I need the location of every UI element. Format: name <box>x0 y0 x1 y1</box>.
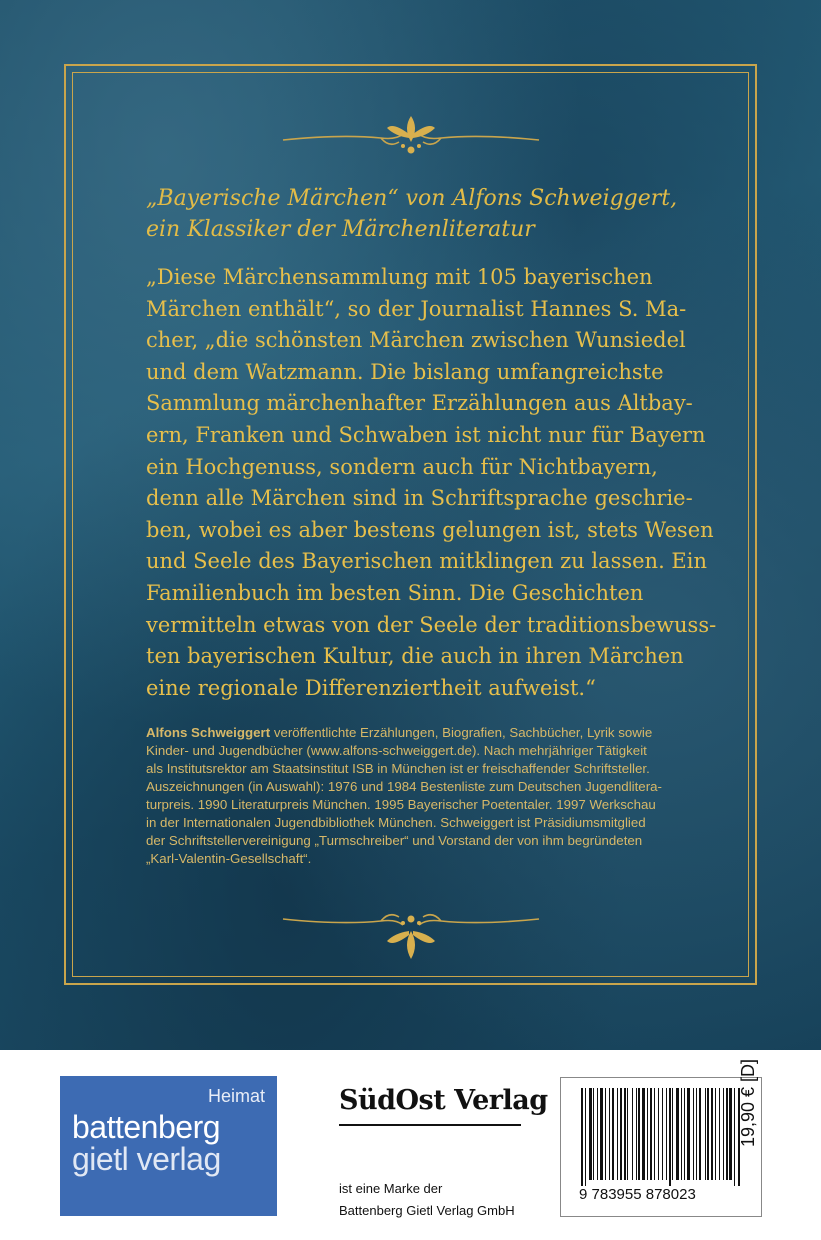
blurb-line: denn alle Märchen sind in Schriftsprache geschrie- <box>146 486 693 511</box>
top-fleuron-ornament <box>0 112 821 172</box>
blurb-line: Märchen enthält“, so der Journalist Hannes S. Ma- <box>146 296 687 321</box>
subtitle-line-1: „Bayerische Märchen“ von Alfons Schweiggert, <box>146 186 678 211</box>
blurb-line: und Seele des Bayerischen mitklingen zu lassen. Ein <box>146 549 707 574</box>
publisher-underline <box>339 1124 521 1126</box>
bio-line <box>146 724 686 742</box>
publisher-note <box>339 1178 515 1222</box>
publisher-name: SüdOst Verlag <box>339 1085 548 1116</box>
bio-line: in der Internationalen Jugendbibliothek München. Schweiggert ist Präsidiumsmitglied <box>146 815 646 830</box>
blurb-line: und dem Watzmann. Die bislang umfangreichste <box>146 359 664 384</box>
blurb-line: Familienbuch im besten Sinn. Die Geschichten <box>146 580 644 605</box>
author-bio <box>146 724 686 868</box>
author-name: Alfons Schweiggert <box>146 725 271 740</box>
blurb-line: Sammlung märchenhafter Erzählungen aus Altbay- <box>146 391 693 416</box>
bio-line-rest: veröffentlichte Erzählungen, Biografien, Sachbücher, Lyrik sowie <box>270 725 653 740</box>
bio-line: der Schriftstellervereinigung „Turmschreiber“ und Vorstand der von ihm begründeten <box>146 833 643 848</box>
blurb-line: cher, „die schönsten Märchen zwischen Wunsiedel <box>146 328 686 353</box>
bio-line: Auszeichnungen (in Auswahl): 1976 und 1984 Bestenliste zum Deutschen Jugendlitera- <box>146 779 662 794</box>
logo-battenberg-text: battenberg <box>72 1109 221 1145</box>
bio-line: Kinder- und Jugendbücher (www.alfons-schweiggert.de). Nach mehrjähriger Tätigkeit <box>146 743 647 758</box>
battenberg-gietl-logo <box>60 1076 277 1216</box>
barcode-icon <box>581 1088 741 1186</box>
bio-line: turpreis. 1990 Literaturpreis München. 1995 Bayerischer Poetentaler. 1997 Werkschau <box>146 797 656 812</box>
blurb-line: ben, wobei es aber bestens gelungen ist, stets Wesen <box>146 517 714 542</box>
bio-line: „Karl-Valentin-Gesellschaft“. <box>146 851 312 866</box>
blurb-line: „Diese Märchensammlung mit 105 bayerischen <box>146 265 653 289</box>
isbn-number: 9 783955 878023 <box>579 1186 696 1203</box>
logo-heimat-text: Heimat <box>207 1086 265 1106</box>
blurb-line: eine regionale Differenziertheit aufweist.“ <box>146 675 596 700</box>
logo-gietl-text: gietl verlag <box>72 1141 221 1177</box>
blurb-quote <box>146 262 717 704</box>
bio-line: als Institutsrektor am Staatsinstitut ISB in München ist er freischaffender Schriftsteller. <box>146 761 650 776</box>
publisher-note-line-1: ist eine Marke der <box>339 1181 443 1196</box>
publisher-note-line-2: Battenberg Gietl Verlag GmbH <box>339 1203 515 1218</box>
blurb-line: ern, Franken und Schwaben ist nicht nur für Bayern <box>146 422 706 447</box>
blurb-line: ein Hochgenuss, sondern auch für Nichtbayern, <box>146 454 658 479</box>
blurb-line: ten bayerischen Kultur, die auch in ihren Märchen <box>146 644 684 669</box>
bottom-fleuron-ornament <box>0 905 821 965</box>
footer-bar <box>0 1050 821 1240</box>
subtitle <box>146 183 706 245</box>
blurb-line: vermitteln etwas von der Seele der traditionsbewuss- <box>146 612 717 637</box>
price-label: 19,90 € [D] <box>738 1058 758 1147</box>
barcode-box <box>560 1077 762 1217</box>
subtitle-line-2: ein Klassiker der Märchenliteratur <box>146 217 535 242</box>
